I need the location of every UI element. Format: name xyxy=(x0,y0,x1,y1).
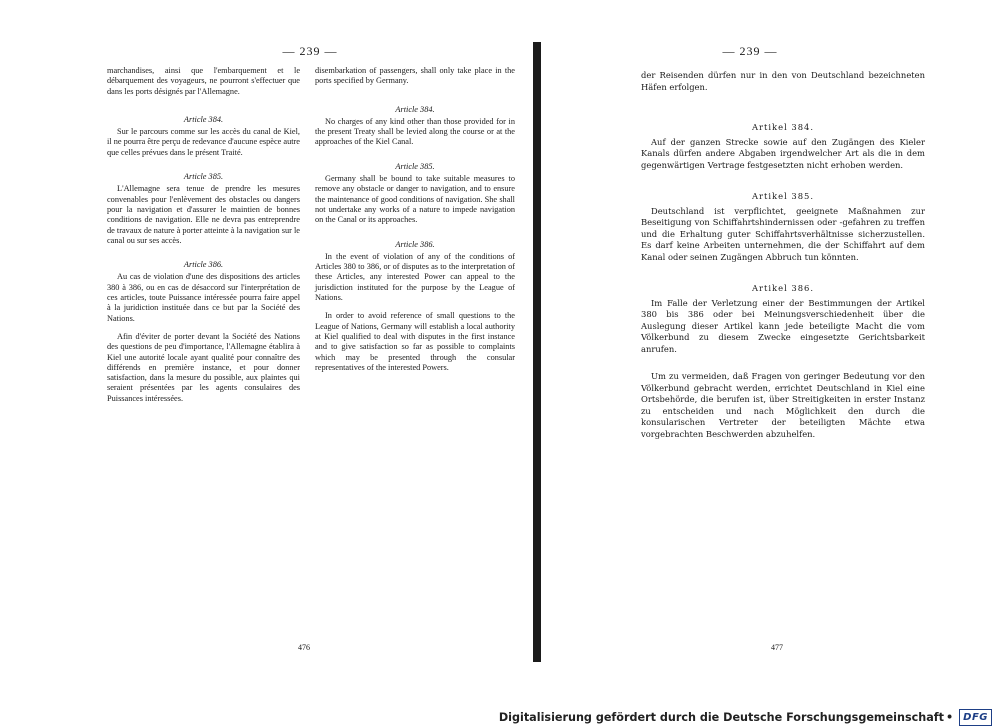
english-article-386-text-2: In order to avoid reference of small questions to the League of Nations, Germany will establish a local authority at Kiel qualified to deal with disputes in the first instance and to give satisfaction so far as possible to complaints which may be presented through the consular representatives of the interested Powers. xyxy=(315,311,515,372)
dfg-logo-icon: DFG xyxy=(959,709,992,726)
page-number-footer-left: 476 xyxy=(298,643,310,652)
german-article-386-heading: Artikel 386. xyxy=(751,283,815,293)
french-article-386-text-1: Au cas de violation d'une des dispositions des articles 380 à 386, ou en cas de désaccord sur l'interprétation de ces articles, toute Puissance intéressée pourra faire appel à la juridiction instituée dans ce but par la Société des Nations. xyxy=(107,272,300,323)
english-article-385-heading: Article 385. xyxy=(395,161,435,171)
german-article-386-text-2: Um zu vermeiden, daß Fragen von geringer Bedeutung vor den Völkerbund gebracht werden, errichtet Deutschland in Kiel eine Ortsbehörde, die berufen ist, über Streitigkeiten in erster Instanz zu entscheiden und nach Möglichkeit den durch die konsularischen Vertreter der beteiligten Mächte etwa vorgebrachten Beschwerden abzuhelfen. xyxy=(641,371,925,439)
english-article-386-text-1: In the event of violation of any of the conditions of Articles 380 to 386, or of disputes as to the interpretation of these Articles, any interested Power can appeal to the jurisdiction instituted for the purpose by the League of Nations. xyxy=(315,251,515,303)
page-number-header-left: — 239 — xyxy=(282,44,338,58)
german-column xyxy=(641,70,925,440)
english-article-385-text: Germany shall be bound to take suitable measures to remove any obstacle or danger to navigation, and to ensure the maintenance of good conditions of navigation. She shall not undertake any works of a nature to impede navigation on the Canal or its approaches. xyxy=(315,174,515,225)
french-article-386-heading: Article 386. xyxy=(183,260,224,270)
german-article-385-heading: Artikel 385. xyxy=(751,191,815,201)
banner-separator: • xyxy=(946,710,954,724)
left-page xyxy=(95,0,525,700)
english-article-384-heading: Article 384. xyxy=(395,104,435,114)
english-article-386-heading: Article 386. xyxy=(395,239,435,249)
german-article-384-heading: Artikel 384. xyxy=(751,122,815,132)
english-intro: disembarkation of passengers, shall only take place in the ports specified by Germany. xyxy=(315,66,515,86)
french-article-385-heading: Article 385. xyxy=(183,172,224,182)
french-article-384-heading: Article 384. xyxy=(183,114,224,124)
german-article-384-text: Auf der ganzen Strecke sowie auf den Zugängen des Kieler Kanals dürfen andere Abgaben irgendwelcher Art als die in dem gegenwärtigen Vertrage festgesetzten nicht erhoben werden. xyxy=(641,136,925,170)
german-article-385-text: Deutschland ist verpflichtet, geeignete Maßnahmen zur Beseitigung von Schiffahrtshindernissen oder -gefahren zu treffen und die Erhaltung guter Schiffahrtsverhältnisse sicherzustellen. Es darf keine Arbeiten unternehmen, die der Schiffahrt auf dem Kanal oder seinen Zugängen Abbruch tun könnten. xyxy=(641,205,925,262)
french-intro: marchandises, ainsi que l'embarquement et le débarquement des voyageurs, ne pourront s'effectuer que dans les ports désignés par l'Allemagne. xyxy=(107,66,300,96)
french-article-385-text: L'Allemagne sera tenue de prendre les mesures convenables pour l'enlèvement des obstacles ou dangers pour la navigation et d'assurer le maintien de bonnes conditions de navigation. Elle ne devra pas entreprendre de travaux de nature à porter atteinte à la navigation sur le canal ou sur ses accès. xyxy=(107,184,300,245)
french-article-386-text-2: Afin d'éviter de porter devant la Société des Nations des questions de peu d'importance, l'Allemagne établira à Kiel une autorité locale ayant qualité pour connaître des différends en première instance, et pour donner satisfaction, dans la mesure du possible, aux plaintes qui seraient présentées par les agents consulaires des Puissances intéressées. xyxy=(107,331,300,403)
book-gutter xyxy=(533,42,541,662)
digitization-banner xyxy=(498,709,992,725)
english-article-384-text: No charges of any kind other than those provided for in the present Treaty shall be levied along the course or at the approaches of the Kiel Canal. xyxy=(315,116,515,147)
french-article-384-text: Sur le parcours comme sur les accès du canal de Kiel, il ne pourra être perçu de redevance d'aucune espèce autre que celles prévues dans le présent Traité. xyxy=(107,127,300,157)
right-page xyxy=(545,0,955,700)
french-column xyxy=(107,66,300,404)
german-article-386-text-1: Im Falle der Verletzung einer der Bestimmungen der Artikel 380 bis 386 oder bei Meinungsverschiedenheit über die Auslegung dieser Artikel kann jede beteiligte Macht die vom Völkerbund zu diesem Zwecke eingesetzte Gerichtsbarkeit anrufen. xyxy=(641,297,925,354)
german-intro: der Reisenden dürfen nur in den von Deutschland bezeichneten Häfen erfolgen. xyxy=(641,70,925,92)
page-number-footer-right: 477 xyxy=(771,643,783,652)
banner-text: Digitalisierung gefördert durch die Deutsche Forschungsgemeinschaft xyxy=(498,710,944,724)
english-column xyxy=(315,66,515,373)
page-number-header-right: — 239 — xyxy=(722,44,778,58)
